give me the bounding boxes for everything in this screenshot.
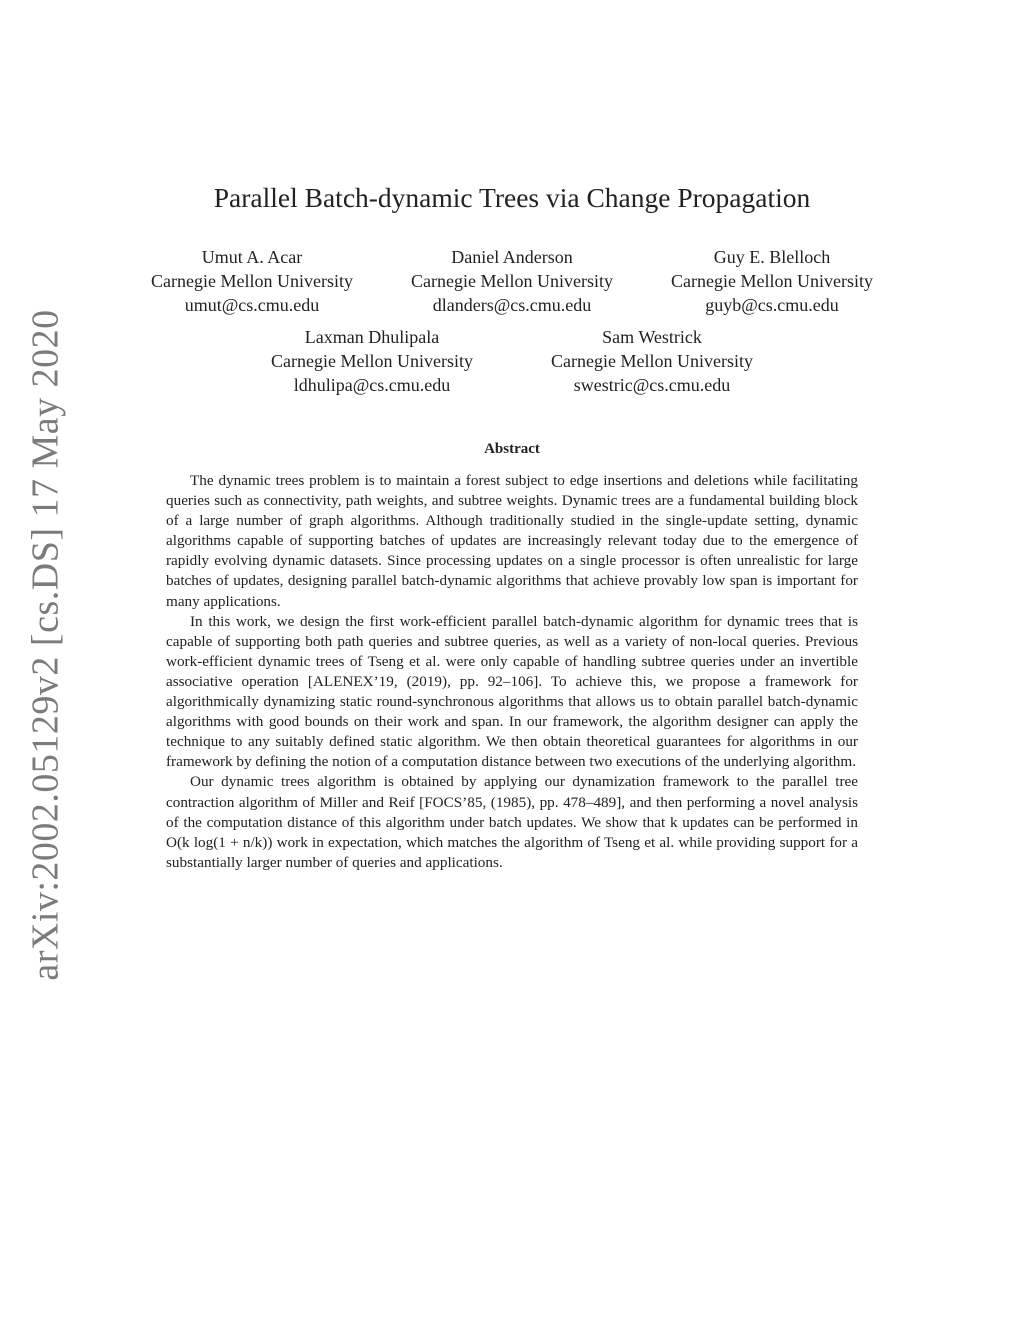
abstract-body	[166, 471, 858, 873]
abstract-paragraph: Our dynamic trees algorithm is obtained by applying our dynamization framework to the parallel tree contraction algorithm of Miller and Reif [FOCS’85, (1985), pp. 478–489], and then performing a novel analysis of the computation distance of this algorithm under batch updates. We show that k updates can be performed in O(k log(1 + n/k)) work in expectation, which matches the algorithm of Tseng et al. while providing support for a substantially larger number of queries and applications.	[166, 773, 858, 871]
abstract-heading: Abstract	[484, 441, 540, 457]
author-block	[627, 245, 917, 317]
author-affiliation: Carnegie Mellon University	[671, 271, 873, 291]
author-name: Umut A. Acar	[201, 247, 303, 267]
author-email: swestric@cs.cmu.edu	[573, 375, 731, 395]
author-email: ldhulipa@cs.cmu.edu	[293, 375, 451, 395]
author-name: Guy E. Blelloch	[713, 247, 831, 267]
abstract-paragraph: In this work, we design the first work-efficient parallel batch-dynamic algorithm for dynamic trees that is capable of supporting both path queries and subtree queries, as well as a variety of non-local queries. Previous work-efficient dynamic trees of Tseng et al. were only capable of handling subtree queries under an invertible associative operation [ALENEX’19, (2019), pp. 92–106]. To achieve this, we propose a framework for algorithmically dynamizing static round-synchronous algorithms that allows us to obtain parallel batch-dynamic algorithms with good bounds on their work and span. In our framework, the algorithm designer can apply the technique to any suitably defined static algorithm. We then obtain theoretical guarantees for algorithms in our framework by defining the notion of a computation distance between two executions of the underlying algorithm.	[166, 612, 858, 771]
author-name: Sam Westrick	[602, 327, 702, 347]
author-email: dlanders@cs.cmu.edu	[432, 295, 592, 315]
author-block	[107, 245, 397, 317]
author-affiliation: Carnegie Mellon University	[271, 351, 473, 371]
abstract-paragraph: The dynamic trees problem is to maintain a forest subject to edge insertions and deletions while facilitating queries such as connectivity, path weights, and subtree weights. Dynamic trees are a fundamental building block of a large number of graph algorithms. Although traditionally studied in the single-update setting, dynamic algorithms capable of supporting batches of updates are increasingly relevant today due to the emergence of rapidly evolving dynamic datasets. Since processing updates on a single processor is often unrealistic for large batches of updates, designing parallel batch-dynamic algorithms that achieve provably low span is important for many applications.	[166, 472, 858, 610]
author-block	[367, 245, 657, 317]
arxiv-stamp	[2, 309, 90, 981]
author-affiliation: Carnegie Mellon University	[411, 271, 613, 291]
author-name: Laxman Dhulipala	[304, 327, 440, 347]
author-email: guyb@cs.cmu.edu	[705, 295, 839, 315]
author-affiliation: Carnegie Mellon University	[151, 271, 353, 291]
author-email: umut@cs.cmu.edu	[184, 295, 320, 315]
arxiv-id: arXiv:2002.05129v2 [cs.DS] 17 May 2020	[25, 309, 67, 981]
author-affiliation: Carnegie Mellon University	[551, 351, 753, 371]
author-block	[507, 325, 797, 397]
author-name: Daniel Anderson	[451, 247, 573, 267]
author-block	[227, 325, 517, 397]
paper-title: Parallel Batch-dynamic Trees via Change Propagation	[213, 182, 811, 213]
